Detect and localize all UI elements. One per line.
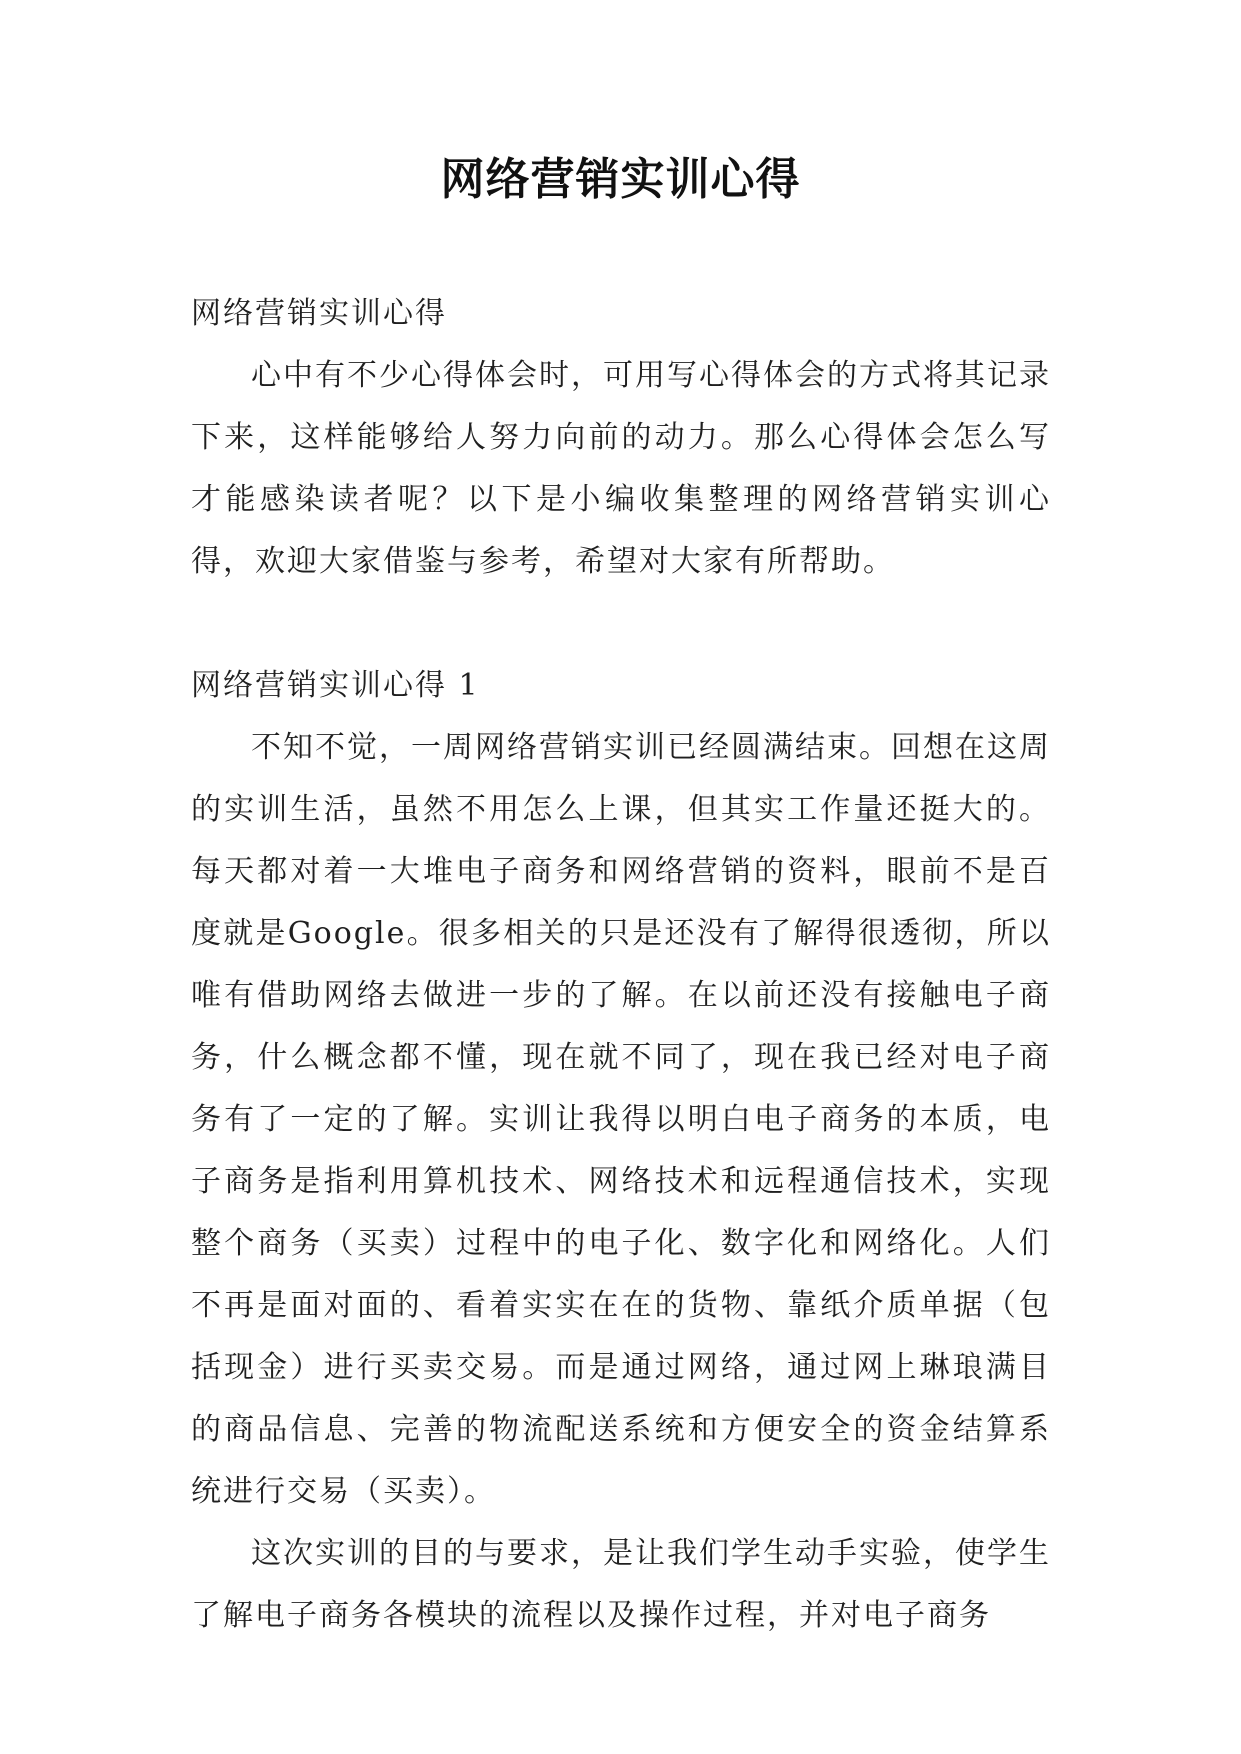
intro-heading: 网络营销实训心得: [191, 296, 447, 331]
section-1-paragraph-2: 这次实训的目的与要求，是让我们学生动手实验，使学生了解电子商务各模块的流程以及操作过程，并对电子商务: [191, 1536, 1051, 1633]
document-body: [191, 283, 1051, 1647]
section-spacer: [191, 593, 1051, 655]
page-title: 网络营销实训心得: [440, 154, 801, 205]
section-1-paragraph-1: 不知不觉，一周网络营销实训已经圆满结束。回想在这周的实训生活，虽然不用怎么上课，但其实工作量还挺大的。每天都对着一大堆电子商务和网络营销的资料，眼前不是百度就是Google。很多相关的只是还没有了解得很透彻，所以唯有借助网络去做进一步的了解。在以前还没有接触电子商务，什么概念都不懂，现在就不同了，现在我已经对电子商务有了一定的了解。实训让我得以明白电子商务的本质，电子商务是指利用算机技术、网络技术和远程通信技术，实现整个商务（买卖）过程中的电子化、数字化和网络化。人们不再是面对面的、看着实实在在的货物、靠纸介质单据（包括现金）进行买卖交易。而是通过网络，通过网上琳琅满目的商品信息、完善的物流配送系统和方便安全的资金结算系统进行交易（买卖）。: [191, 730, 1051, 1509]
intro-paragraph: 心中有不少心得体会时，可用写心得体会的方式将其记录下来，这样能够给人努力向前的动力。那么心得体会怎么写才能感染读者呢？以下是小编收集整理的网络营销实训心得，欢迎大家借鉴与参考，希望对大家有所帮助。: [191, 358, 1051, 579]
section-heading-1: 网络营销实训心得 1: [191, 668, 480, 703]
